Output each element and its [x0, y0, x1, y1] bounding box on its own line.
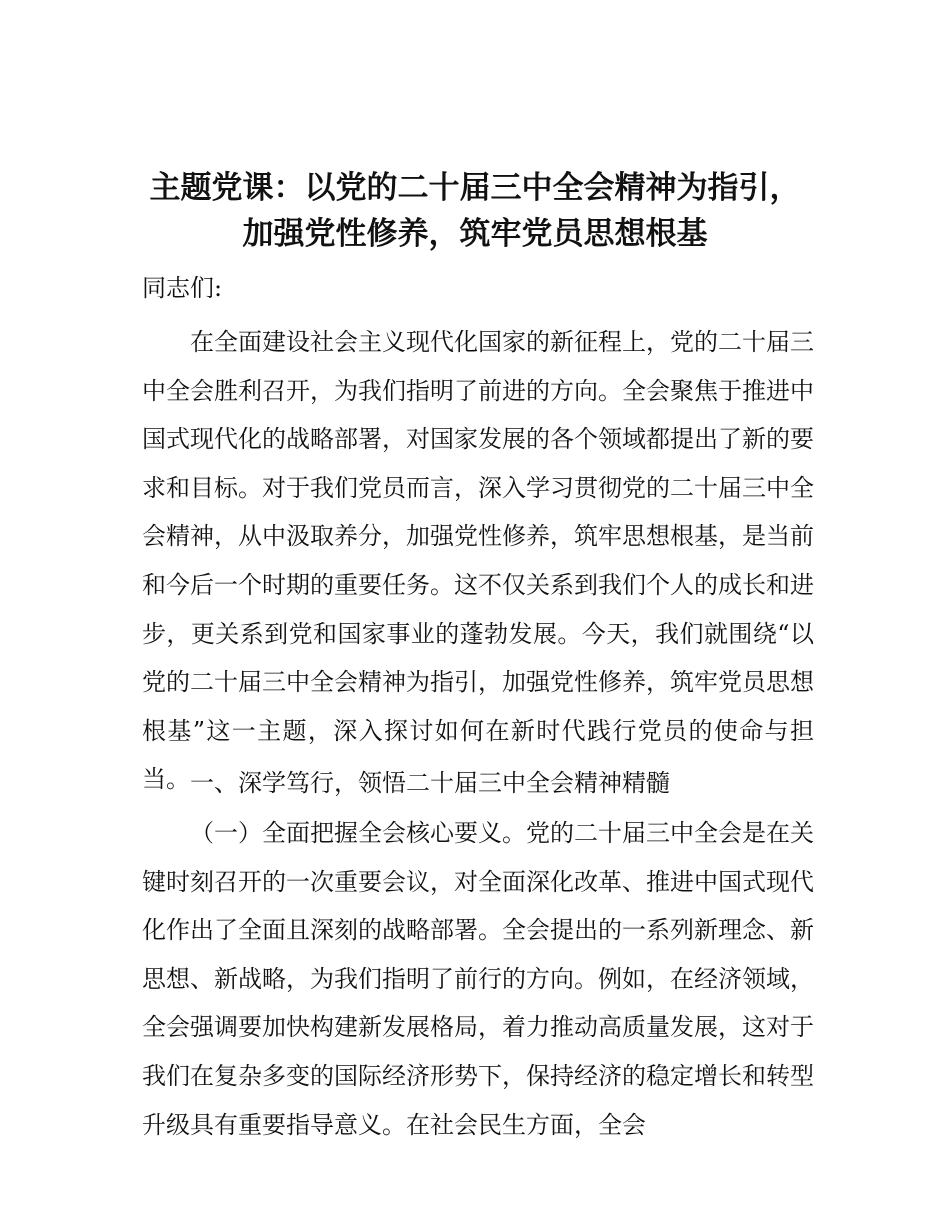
document-title-line-1: 主题党课：以党的二十届三中全会精神为指引，	[149, 170, 801, 206]
body-paragraph-section-1-1: （一）全面把握全会核心要义。党的二十届三中全会是在关键时刻召开的一次重要会议，对全面深化改革、推进中国式现代化作出了全面且深刻的战略部署。全会提出的一系列新理念、新思想、新战略，为我们指明了前行的方向。例如，在经济领域，全会强调要加快构建新发展格局，着力推动高质量发展，这对于我们在复杂多变的国际经济形势下，保持经济的稳定增长和转型升级具有重要指导意义。在社会民生方面，全会	[142, 819, 814, 1139]
section-heading-1: 一、深学笃行，领悟二十届三中全会精神精髓	[190, 769, 670, 797]
salutation: 同志们:	[142, 274, 223, 302]
body-paragraph-intro: 在全面建设社会主义现代化国家的新征程上，党的二十届三中全会胜利召开，为我们指明了前进的方向。全会聚焦于推进中国式现代化的战略部署，对国家发展的各个领域都提出了新的要求和目标。对于我们党员而言，深入学习贯彻党的二十届三中全会精神，从中汲取养分，加强党性修养，筑牢思想根基，是当前和今后一个时期的重要任务。这不仅关系到我们个人的成长和进步，更关系到党和国家事业的蓬勃发展。今天，我们就围绕“以党的二十届三中全会精神为指引，加强党性修养，筑牢党员思想根基”这一主题，深入探讨如何在新时代践行党员的使命与担当。	[142, 328, 814, 794]
document-title-line-2: 加强党性修养，筑牢党员思想根基	[242, 216, 708, 252]
